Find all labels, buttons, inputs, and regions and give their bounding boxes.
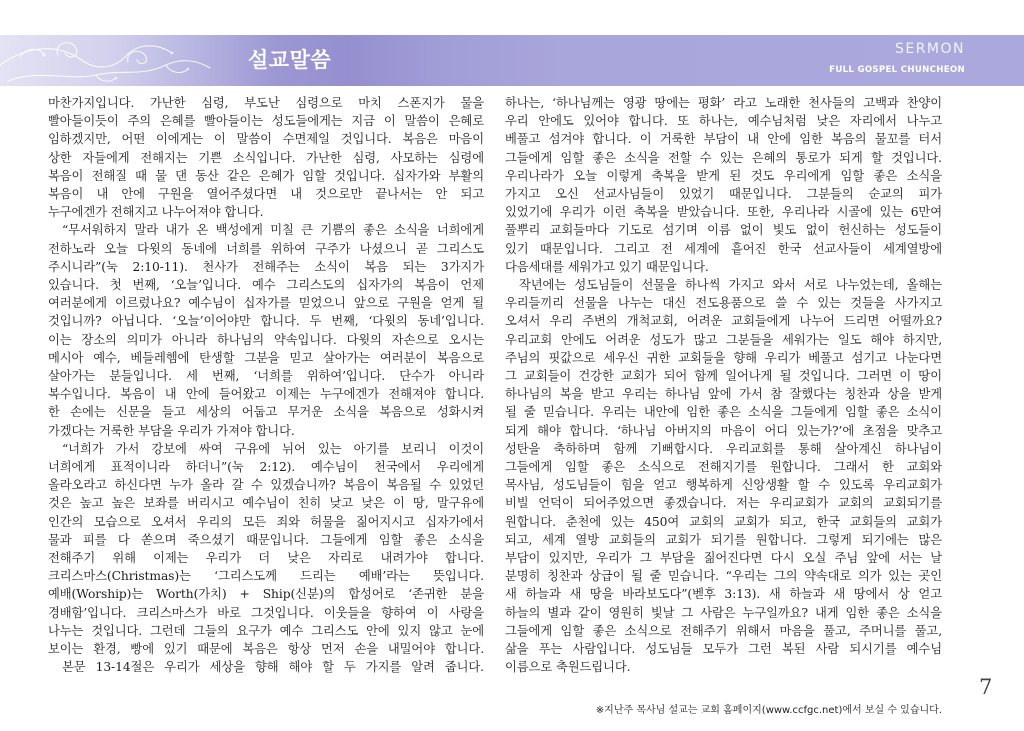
text-line: 상한 자들에게 전해지는 기쁜 소식입니다. 가난한 심령, 사모하는 심령에 [48,150,484,165]
text-line: 가겠다는 거룩한 부담을 우리가 가져야 합니다. [48,423,295,438]
text-line: 주님의 핏값으로 세우신 귀한 교회들을 향해 우리가 베풀고 섬기고 나눈다면 [505,350,942,365]
text-line: 원합니다. 춘천에 있는 450여 교회의 교회가 되고, 한국 교회들의 교회가 [505,514,942,529]
text-line: 물과 피를 다 쏟으며 죽으셨기 때문입니다. 그들에게 임할 좋은 소식을 [48,532,484,547]
text-line: 빨아들이듯이 주의 은혜를 빨아들이는 성도들에게는 지금 이 말씀이 은혜로 [48,114,484,129]
page-title: 설교말씀 [248,48,332,72]
text-line: 마찬가지입니다. 가난한 심령, 부도난 심령으로 마치 스폰지가 물을 [48,96,484,110]
text-line: 누구에겐가 전해지고 나누어져야 합니다. [48,205,264,220]
text-line: 이름으로 축원드립니다. [505,660,631,675]
text-line: 임하겠지만, 어떤 이에게는 이 말씀이 수면제일 것입니다. 복음은 마음이 [48,132,484,147]
right-column [505,94,942,677]
text-line: “너희가 가서 강보에 싸여 구유에 뉘어 있는 아기를 보리니 이것이 [62,441,484,456]
text-line: 전해주기 위해 이제는 우리가 더 낮은 자리로 내려가야 합니다. [48,551,484,566]
paragraph [48,221,484,439]
text-line: 될 줄 믿습니다. 우리는 내안에 임한 좋은 소식을 그들에게 임할 좋은 소식이 [505,405,942,420]
text-line: 전하노라 오늘 다윗의 동네에 너희를 위하여 구주가 나셨으니 곧 그리스도 [48,241,484,256]
text-line: 본문 13-14절은 우리가 세상을 향해 해야 할 두 가지를 알려 줍니다. [62,660,484,675]
footer-note: ※지난주 목사님 설교는 교회 홈페이지(www.ccfgc.net)에서 보실 수 있습니다. [595,705,942,716]
text-line: 있습니다. 첫 번째, ‘오늘’입니다. 예수 그리스도의 십자가의 복음이 언제 [48,278,484,293]
paragraph [48,658,484,676]
text-line: 하늘의 별과 같이 영원히 빛날 그 사람은 누구일까요? 내게 임한 좋은 소식을 [505,605,942,620]
text-line: 되고, 세계 열방 교회들의 교회가 되기를 원합니다. 그렇게 되기에는 많은 [505,532,942,547]
swirl-ornament-icon [0,35,215,86]
text-line: 하나는, ‘하나님께는 영광 땅에는 평화’ 라고 노래한 천사들의 고백과 찬양이 [505,96,942,110]
text-line: 이는 장소의 의미가 아니라 하나님의 약속입니다. 다윗의 자손으로 오시는 [48,332,484,347]
text-line: 메시아 예수, 베들레헴에 탄생할 그분을 믿고 살아가는 여러분이 복음으로 [48,350,484,365]
text-line: 너희에게 표적이니라 하더니”(눅 2:12). 예수님이 천국에서 우리에게 [48,460,484,475]
header-band [0,35,1024,86]
paragraph [48,440,484,658]
text-line: 성탄을 축하하며 함께 기뻐합시다. 우리교회를 통해 살아계신 하나님이 [505,441,942,456]
text-line: “무서워하지 말라 내가 온 백성에게 미칠 큰 기쁨의 좋은 소식을 너희에게 [62,223,484,238]
text-line: 그들에게 임할 좋은 소식을 전할 수 있는 은혜의 통로가 되게 할 것입니다. [505,150,942,165]
text-line: 작년에는 성도님들이 선물을 하나씩 가지고 와서 서로 나누었는데, 올해는 [519,278,942,293]
text-line: 비빌 언덕이 되어주었으면 좋겠습니다. 저는 우리교회가 교회의 교회되기를 [505,496,942,511]
text-line: 복음이 전해질 때 물 댄 동산 같은 은혜가 임할 것입니다. 십자가와 부활의 [48,168,484,183]
section-label: SERMON [894,41,965,57]
text-line: 우리나라가 오늘 이렇게 축복을 받게 된 것도 우리에게 임할 좋은 소식을 [505,168,942,183]
text-line: 부담이 있지만, 우리가 그 부담을 짊어진다면 다시 오실 주님 앞에 서는 날 [505,551,942,566]
text-line: 우리 안에도 있어야 합니다. 또 하나는, 예수님처럼 낮은 자리에서 나누고 [505,114,942,129]
text-line: 여러분에게 이르렀나요? 예수님이 십자가를 믿었으니 앞으로 구원을 얻게 될 [48,296,484,311]
text-line: 나누는 것입니다. 그런데 그들의 요구가 예수 그리스도 안에 있지 않고 눈에 [48,623,484,638]
text-line: 우리교회 안에도 어려운 성도가 많고 그분들을 세워가는 일도 해야 하지만, [505,332,942,347]
text-line: 오셔서 우리 주변의 개척교회, 어려운 교회들에게 나누어 드리면 어떨까요? [505,314,942,329]
text-line: 있었기에 우리가 이런 축복을 받았습니다. 또한, 우리나라 시골에 있는 6만여 [505,205,942,220]
text-line: 다음세대를 세워가고 있기 때문입니다. [505,259,709,274]
text-line: 복음이 내 안에 구원을 열어주셨다면 내 것으로만 끝나서는 안 되고 [48,187,484,202]
paragraph [48,94,484,221]
text-line: 삶을 푸는 사람입니다. 성도님들 모두가 그런 복된 사람 되시기를 예수님 [505,642,942,657]
text-line: 우리들끼리 선물을 나누는 대신 전도용품으로 쓸 수 있는 것들을 사가지고 [505,296,942,311]
text-line: 그 교회들이 건강한 교회가 되어 함께 일어나게 될 것입니다. 그러면 이 땅이 [505,369,942,384]
text-line: 주시니라”(눅 2:10-11). 천사가 전해주는 소식이 복음 되는 3가지가 [48,259,484,274]
text-line: 되게 해야 합니다. ‘하나님 아버지의 마음이 어디 있는가?’에 초점을 맞추고 [505,423,942,438]
text-line: 베풀고 섬겨야 합니다. 이 거룩한 부담이 내 안에 임한 복음의 물꼬를 터서 [505,132,942,147]
text-line: 그들에게 임할 좋은 소식으로 전해주기 위해서 마음을 풀고, 주머니를 풀고, [505,623,942,638]
text-line: 것입니까? 아닙니다. ‘오늘’이어야만 합니다. 두 번째, ‘다윗의 동네’입니다. [48,314,484,329]
text-line: 풀뿌리 교회들마다 기도로 섬기며 이름 없이 빛도 없이 헌신하는 성도들이 [505,223,942,238]
paragraph [505,94,942,276]
text-line: 한 손에는 신문을 들고 세상의 어둡고 무거운 소식을 복음으로 성화시켜 [48,405,484,420]
text-line: 있기 때문입니다. 그리고 전 세계에 흩어진 한국 선교사들이 세계열방에 [505,241,942,256]
text-line: 목사님, 성도님들이 힘을 얻고 행복하게 신앙생활 할 수 있도록 우리교회가 [505,478,942,493]
text-line: 크리스마스(Christmas)는 ‘그리스도께 드리는 예배’라는 뜻입니다. [48,569,484,584]
text-line: 인간의 모습으로 오셔서 우리의 모든 죄와 허물을 짊어지시고 십자가에서 [48,514,484,529]
text-line: 하나님의 복을 받고 우리는 하나님 앞에 가서 참 잘했다는 칭찬과 상을 받게 [505,387,942,402]
left-column [48,94,484,677]
text-line: 경배함’입니다. 크리스마스가 바로 그것입니다. 이웃들을 향하여 이 사랑을 [48,605,484,620]
text-line: 것은 높고 높은 보좌를 버리시고 예수님이 친히 낮고 낮은 이 땅, 말구유에 [48,496,484,511]
paragraph [505,276,942,676]
text-line: 분명히 칭찬과 상급이 될 줄 믿습니다. “우리는 그의 약속대로 의가 있는 곳인 [505,569,942,584]
text-line: 가지고 오신 선교사님들이 있었기 때문입니다. 그분들의 순교의 피가 [505,187,942,202]
text-line: 새 하늘과 새 땅을 바라보도다”(벧후 3:13). 새 하늘과 새 땅에서 상 얻고 [505,587,942,602]
text-line: 보이는 환경, 빵에 있기 때문에 복음은 항상 먼저 손을 내밀어야 합니다. [48,642,484,657]
text-line: 올라오라고 하신다면 누가 올라 갈 수 있겠습니까? 복음이 복음될 수 있었던 [48,478,484,493]
church-name: FULL GOSPEL CHUNCHEON [829,65,965,75]
text-line: 그들에게 임할 좋은 소식으로 전해지기를 원합니다. 그래서 한 교회와 [505,460,942,475]
page-number: 7 [979,675,993,699]
text-line: 복수입니다. 복음이 내 안에 들어왔고 이제는 누구에겐가 전해져야 합니다. [48,387,484,402]
text-line: 예배(Worship)는 Worth(가치) + Ship(신분)의 합성어로 ‘존귀한 분을 [48,587,484,602]
text-line: 살아가는 분들입니다. 세 번째, ‘너희를 위하여’입니다. 단수가 아니라 [48,369,484,384]
